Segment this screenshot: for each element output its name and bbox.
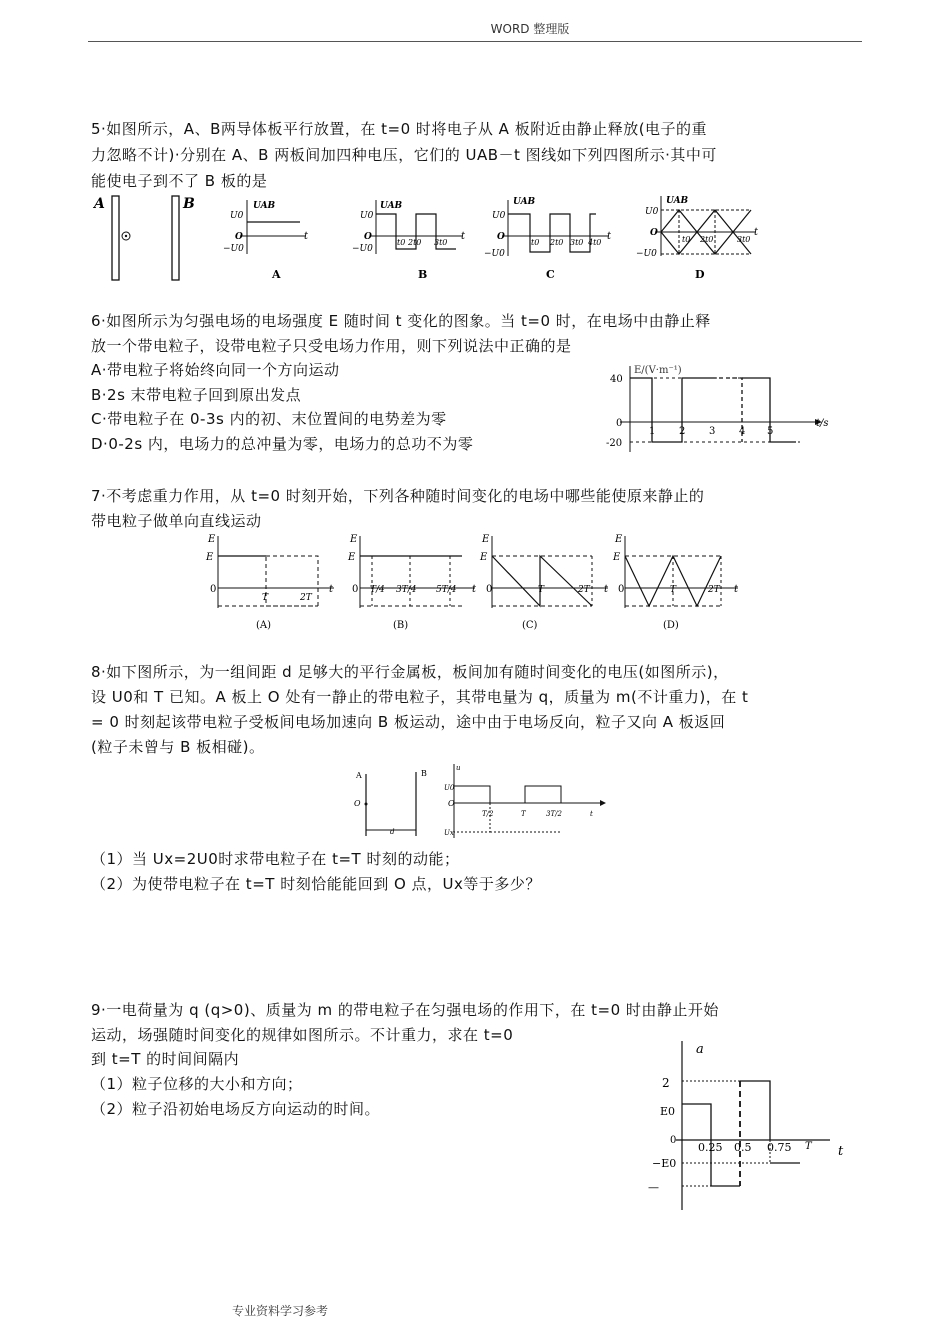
q6-line-2: 放一个带电粒子，设带电粒子只受电场力作用，则下列说法中正确的是	[91, 337, 572, 355]
svg-text:0: 0	[618, 584, 625, 595]
svg-text:(A): (A)	[256, 620, 272, 631]
svg-text:t: t	[754, 227, 759, 238]
svg-text:UAB: UAB	[666, 196, 689, 206]
q6-option-a: A·带电粒子将始终向同一个方向运动	[91, 361, 340, 379]
svg-text:t/s: t/s	[816, 418, 829, 429]
q8-line-3: = 0 时刻起该带电粒子受板间电场加速向 B 板运动，途中由于电场反向，粒子又向 A 板返回	[91, 713, 726, 731]
svg-text:UAB: UAB	[380, 201, 403, 211]
svg-text:−U0: −U0	[636, 249, 657, 259]
svg-text:T: T	[670, 585, 677, 595]
svg-text:O: O	[497, 232, 505, 242]
svg-text:3T/2: 3T/2	[546, 810, 562, 818]
svg-text:T: T	[538, 585, 545, 595]
svg-text:1: 1	[649, 426, 656, 437]
svg-text:T: T	[521, 810, 526, 818]
svg-text:−U0: −U0	[484, 249, 505, 259]
q5-graph-b	[352, 200, 466, 281]
svg-text:T: T	[262, 593, 269, 603]
q7-figure	[200, 530, 760, 638]
svg-text:O: O	[235, 232, 243, 242]
svg-text:−U0: −U0	[223, 244, 244, 254]
page-header: WORD 整理版	[490, 22, 570, 36]
svg-text:2: 2	[679, 426, 686, 437]
q6-line-1: 6·如图所示为匀强电场的电场强度 E 随时间 t 变化的图象。当 t=0 时，在电场中由静止释	[91, 312, 711, 330]
svg-text:2T: 2T	[300, 593, 312, 603]
q7-line-2: 带电粒子做单向直线运动	[91, 512, 262, 530]
q5-line-1: 5·如图所示，A、B两导体板平行放置，在 t=0 时将电子从 A 板附近由静止释放(电子的重	[91, 120, 708, 138]
q7-graph-a	[205, 534, 334, 631]
svg-text:U0: U0	[492, 211, 506, 221]
svg-text:2t0: 2t0	[700, 235, 714, 244]
q8-sub-2: （2）为使带电粒子在 t=T 时刻恰能能回到 O 点，Ux等于多少？	[91, 875, 541, 893]
svg-text:2: 2	[662, 1076, 670, 1090]
q6-option-d: D·0-2s 内，电场力的总冲量为零，电场力的总功不为零	[91, 435, 474, 453]
q9-line-1: 9·一电荷量为 q (q>0)、质量为 m 的带电粒子在匀强电场的作用下，在 t=0 时由静止开始	[91, 1001, 719, 1019]
svg-text:0: 0	[210, 584, 217, 595]
q5-line-2: 力忽略不计)·分别在 A、B 两板间加四种电压，它们的 UAB－t 图线如下列四图所示·其中可	[91, 146, 717, 164]
svg-text:T: T	[805, 1141, 812, 1152]
svg-text:U0: U0	[645, 207, 659, 217]
svg-text:3t0: 3t0	[434, 238, 448, 247]
q6-option-b: B·2s 末带电粒子回到原出发点	[91, 386, 302, 404]
svg-text:40: 40	[610, 374, 623, 385]
svg-text:B: B	[421, 769, 427, 778]
plate-a	[112, 196, 119, 280]
svg-text:E: E	[350, 534, 358, 545]
svg-text:t0: t0	[531, 238, 540, 247]
svg-text:C: C	[546, 268, 555, 281]
svg-text:E: E	[613, 552, 621, 563]
q5-figure	[90, 192, 770, 288]
q6-option-c: C·带电粒子在 0-3s 内的初、末位置间的电势差为零	[91, 410, 447, 428]
q8-line-1: 8·如下图所示，为一组间距 d 足够大的平行金属板，板间加有随时间变化的电压(如图所示)，	[91, 663, 729, 681]
svg-text:u: u	[456, 764, 461, 772]
svg-text:−U0: −U0	[352, 244, 373, 254]
svg-text:O: O	[364, 232, 372, 242]
q5-graph-a	[223, 200, 309, 281]
svg-text:E: E	[208, 534, 216, 545]
svg-text:2t0: 2t0	[408, 238, 422, 247]
svg-text:T/2: T/2	[482, 810, 494, 818]
svg-text:D: D	[695, 268, 705, 281]
q8-line-2: 设 U0和 T 已知。A 板上 O 处有一静止的带电粒子，其带电量为 q，质量为 m(不计重力)，在 t	[91, 688, 749, 706]
svg-text:t: t	[472, 584, 477, 595]
q7-graph-d	[612, 534, 739, 631]
svg-text:2T: 2T	[578, 585, 590, 595]
q8-line-4: (粒子未曾与 B 板相碰)。	[91, 738, 265, 756]
svg-text:a: a	[696, 1042, 704, 1057]
svg-text:4t0: 4t0	[588, 238, 602, 247]
svg-text:0: 0	[352, 584, 359, 595]
q9-line-3: 到 t=T 的时间间隔内	[91, 1050, 240, 1068]
q8-figure	[350, 760, 610, 846]
svg-text:0.75: 0.75	[767, 1141, 792, 1154]
svg-text:-20: -20	[606, 438, 623, 449]
svg-text:−E0: −E0	[652, 1157, 677, 1170]
svg-text:UAB: UAB	[513, 197, 536, 207]
svg-text:O: O	[354, 799, 361, 808]
svg-text:E0: E0	[660, 1105, 676, 1118]
q7-graph-c	[479, 534, 609, 631]
svg-text:t0: t0	[682, 235, 691, 244]
svg-text:(B): (B)	[393, 620, 409, 631]
q7-graph-b	[347, 534, 477, 631]
svg-text:0.25: 0.25	[698, 1141, 723, 1154]
svg-text:3: 3	[709, 426, 716, 437]
svg-text:O: O	[448, 799, 455, 808]
svg-text:E: E	[348, 552, 356, 563]
svg-text:E: E	[206, 552, 214, 563]
svg-text:E: E	[482, 534, 490, 545]
q9-figure	[640, 1035, 860, 1219]
page-footer: 专业资料学习参考	[232, 1304, 329, 1318]
q7-line-1: 7·不考虑重力作用，从 t=0 时刻开始，下列各种随时间变化的电场中哪些能使原来静止的	[91, 487, 705, 505]
svg-text:E/(V·m⁻¹): E/(V·m⁻¹)	[634, 365, 682, 376]
svg-text:3T/4: 3T/4	[396, 585, 417, 595]
svg-text:5: 5	[767, 426, 774, 437]
svg-text:0: 0	[486, 584, 493, 595]
svg-text:2t0: 2t0	[550, 238, 564, 247]
svg-text:E: E	[615, 534, 623, 545]
svg-text:A: A	[356, 771, 362, 780]
svg-text:A: A	[272, 268, 281, 281]
svg-text:—: —	[648, 1181, 659, 1194]
svg-text:t: t	[590, 810, 593, 818]
svg-text:U0: U0	[230, 211, 244, 221]
svg-text:U0: U0	[444, 784, 455, 792]
svg-text:t: t	[329, 584, 334, 595]
svg-text:Ux: Ux	[444, 829, 454, 837]
plate-b-label: B	[183, 196, 195, 212]
q8-sub-1: （1）当 Ux=2U0时求带电粒子在 t=T 时刻的动能；	[91, 850, 460, 868]
svg-text:UAB: UAB	[253, 201, 276, 211]
svg-text:(D): (D)	[663, 620, 679, 631]
q5-graph-d	[636, 196, 759, 281]
svg-text:3t0: 3t0	[737, 235, 751, 244]
svg-text:t: t	[461, 231, 466, 242]
q9-line-2: 运动，场强随时间变化的规律如图所示。不计重力，求在 t=0	[91, 1026, 514, 1044]
svg-text:0: 0	[670, 1135, 677, 1146]
svg-text:t: t	[304, 231, 309, 242]
svg-text:3t0: 3t0	[570, 238, 584, 247]
svg-text:E: E	[480, 552, 488, 563]
svg-text:5T/4: 5T/4	[436, 585, 457, 595]
svg-text:t: t	[838, 1144, 844, 1159]
svg-text:t: t	[607, 231, 612, 242]
svg-text:B: B	[418, 268, 428, 281]
q9-sub-1: （1）粒子位移的大小和方向；	[91, 1075, 303, 1093]
plate-a-label: A	[94, 196, 105, 212]
svg-text:4: 4	[739, 426, 746, 437]
svg-text:0.5: 0.5	[734, 1141, 752, 1154]
header-rule	[88, 41, 862, 42]
svg-text:T/4: T/4	[370, 585, 385, 595]
svg-text:(C): (C)	[522, 620, 538, 631]
svg-text:O: O	[650, 228, 658, 238]
svg-text:t0: t0	[397, 238, 406, 247]
plate-b	[172, 196, 179, 280]
svg-text:0: 0	[616, 418, 623, 429]
svg-text:2T: 2T	[708, 585, 720, 595]
svg-text:t: t	[734, 584, 739, 595]
svg-text:d: d	[390, 828, 395, 836]
q9-sub-2: （2）粒子沿初始电场反方向运动的时间。	[91, 1100, 381, 1118]
svg-text:U0: U0	[360, 211, 374, 221]
q5-graph-c	[484, 197, 612, 281]
q5-line-3: 能使电子到不了 B 板的是	[91, 172, 268, 190]
q6-figure	[600, 362, 840, 461]
svg-text:t: t	[604, 584, 609, 595]
